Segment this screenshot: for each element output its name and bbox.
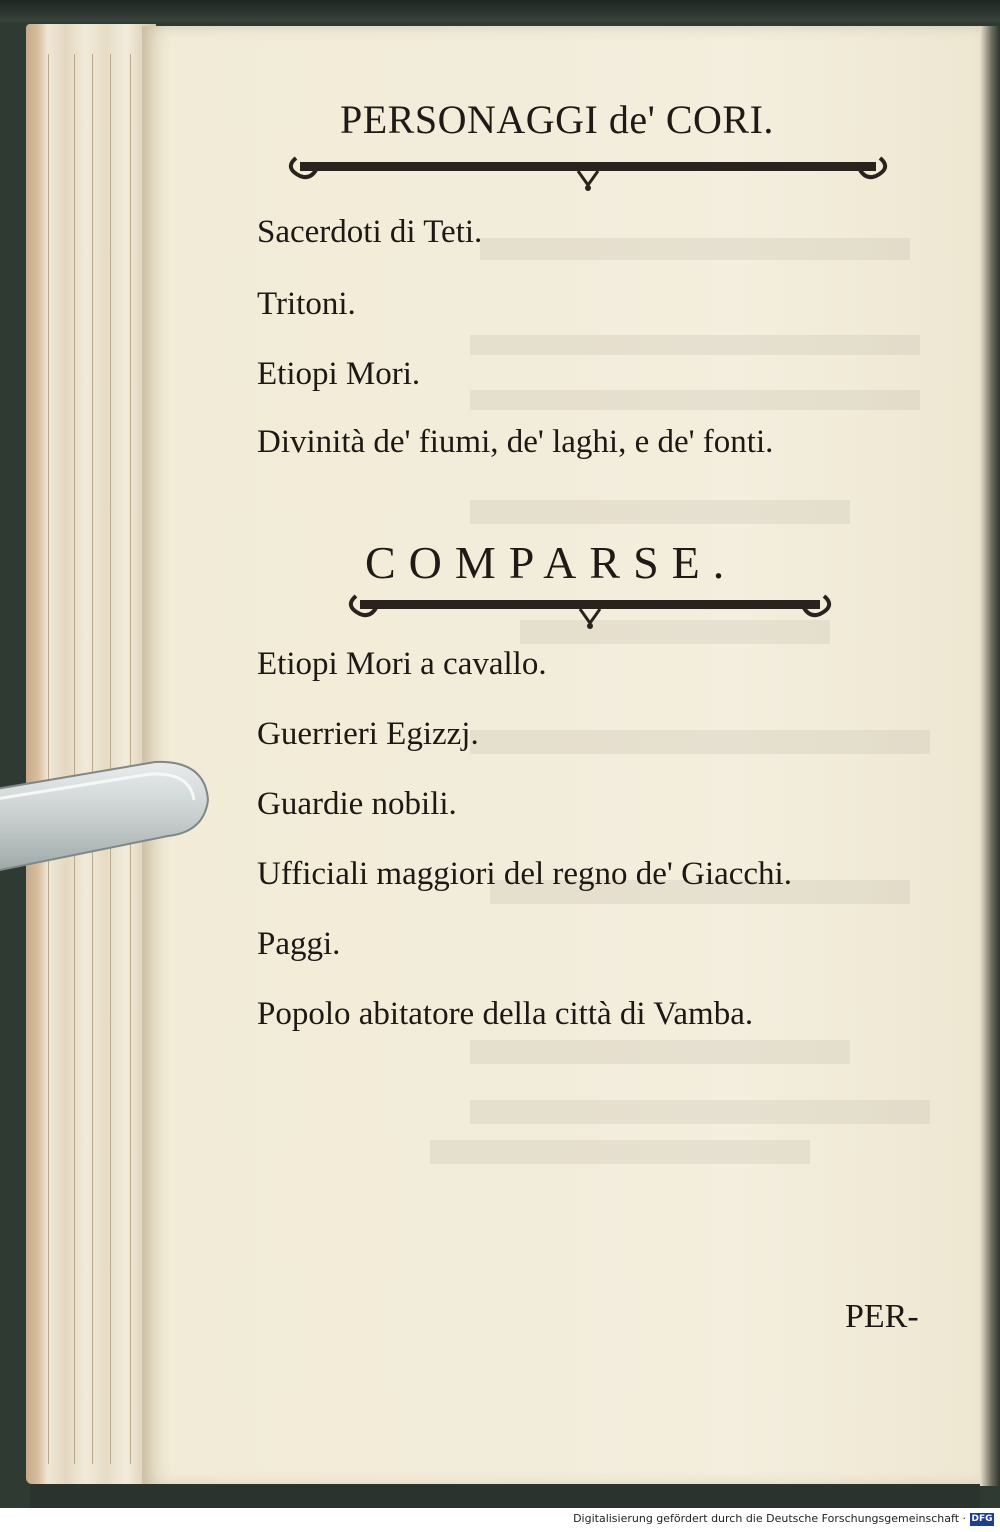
chorus-line: Divinità de' fiumi, de' laghi, e de' fonti.: [257, 424, 774, 460]
page-right-edge: [980, 26, 1000, 1486]
extras-line: Guerrieri Egizzj.: [257, 716, 479, 752]
chorus-line: Tritoni.: [257, 286, 356, 322]
footer-credit: Digitalisierung gefördert durch die Deutsche Forschungsgemeinschaft ·: [573, 1512, 966, 1525]
page-stack-edges: [26, 24, 156, 1484]
chorus-line: Etiopi Mori.: [257, 356, 421, 392]
page-clamp: [0, 760, 215, 880]
extras-line: Paggi.: [257, 926, 341, 962]
extras-line: Etiopi Mori a cavallo.: [257, 646, 547, 682]
chorus-line: Sacerdoti di Teti.: [257, 214, 483, 250]
dfg-logo-icon: DFG: [971, 1514, 993, 1524]
heading-personaggi: PERSONAGGI de' CORI.: [340, 97, 774, 142]
extras-line: Popolo abitatore della città di Vamba.: [257, 996, 754, 1032]
scanner-bottom: [30, 1484, 980, 1508]
heading-comparse: COMPARSE.: [365, 537, 738, 588]
extras-line: Ufficiali maggiori del regno de' Giacchi.: [257, 856, 792, 892]
catchword: PER-: [845, 1298, 919, 1335]
extras-line: Guardie nobili.: [257, 786, 457, 822]
ornamental-rule-top: [282, 144, 894, 194]
scanner-background: [0, 0, 1000, 22]
ornamental-rule-bottom: [342, 584, 838, 634]
